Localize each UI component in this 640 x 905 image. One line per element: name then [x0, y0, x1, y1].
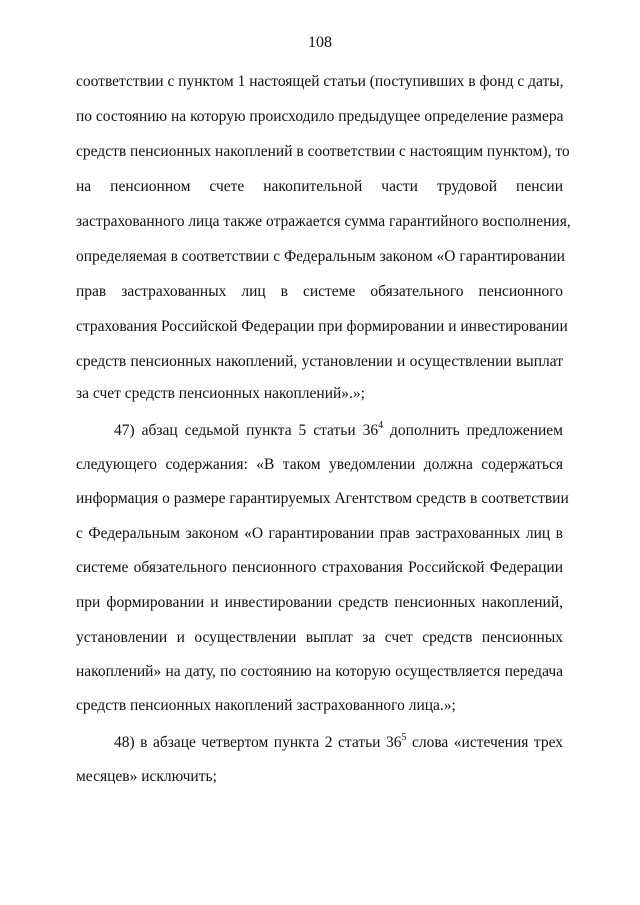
text-line: за счет средств пенсионных накоплений».»;: [76, 385, 365, 402]
text-line-item-47: [76, 421, 563, 441]
text-line: по состоянию на которую происходило предыдущее определение размера: [76, 108, 564, 125]
superscript: 4: [378, 419, 384, 431]
text-line: при формировании и инвестировании средств пенсионных накоплений,: [76, 594, 563, 611]
text-line: застрахованного лица также отражается сумма гарантийного восполнения,: [76, 213, 571, 230]
text-line: определяемая в соответствии с Федеральным законом «О гарантировании: [76, 248, 565, 265]
text-line: установлении и осуществлении выплат за счет средств пенсионных: [76, 629, 563, 646]
text-line: системе обязательного пенсионного страхования Российской Федерации: [76, 559, 563, 576]
text-line: прав застрахованных лиц в системе обязательного пенсионного: [76, 283, 563, 300]
text-line: накоплений» на дату, по состоянию на которую осуществляется передача: [76, 663, 563, 680]
superscript: 5: [401, 731, 407, 743]
text-line: средств пенсионных накоплений застрахованного лица.»;: [76, 697, 456, 714]
text-line-item-48: [76, 733, 563, 753]
text-line: с Федеральным законом «О гарантировании прав застрахованных лиц в: [76, 525, 563, 542]
text-line: следующего содержания: «В таком уведомлении должна содержаться: [76, 456, 563, 473]
text-line: месяцев» исключить;: [76, 768, 217, 785]
text-line: на пенсионном счете накопительной части трудовой пенсии: [76, 178, 563, 195]
text-line: информация о размере гарантируемых Агентством средств в соответствии: [76, 490, 569, 507]
text-segment: слова «истечения трех: [406, 734, 564, 751]
text-segment: 47) абзац седьмой пункта 5 статьи 36: [114, 422, 379, 439]
text-line: средств пенсионных накоплений в соответствии с настоящим пунктом), то: [76, 143, 570, 160]
text-line: страхования Российской Федерации при формировании и инвестировании: [76, 318, 568, 335]
text-line: соответствии с пунктом 1 настоящей статьи (поступивших в фонд с даты,: [76, 73, 564, 90]
text-line: средств пенсионных накоплений, установлении и осуществлении выплат: [76, 353, 563, 370]
text-segment: дополнить предложением: [383, 422, 563, 439]
page-number: 108: [308, 34, 332, 51]
text-segment: 48) в абзаце четвертом пункта 2 статьи 36: [114, 734, 402, 751]
